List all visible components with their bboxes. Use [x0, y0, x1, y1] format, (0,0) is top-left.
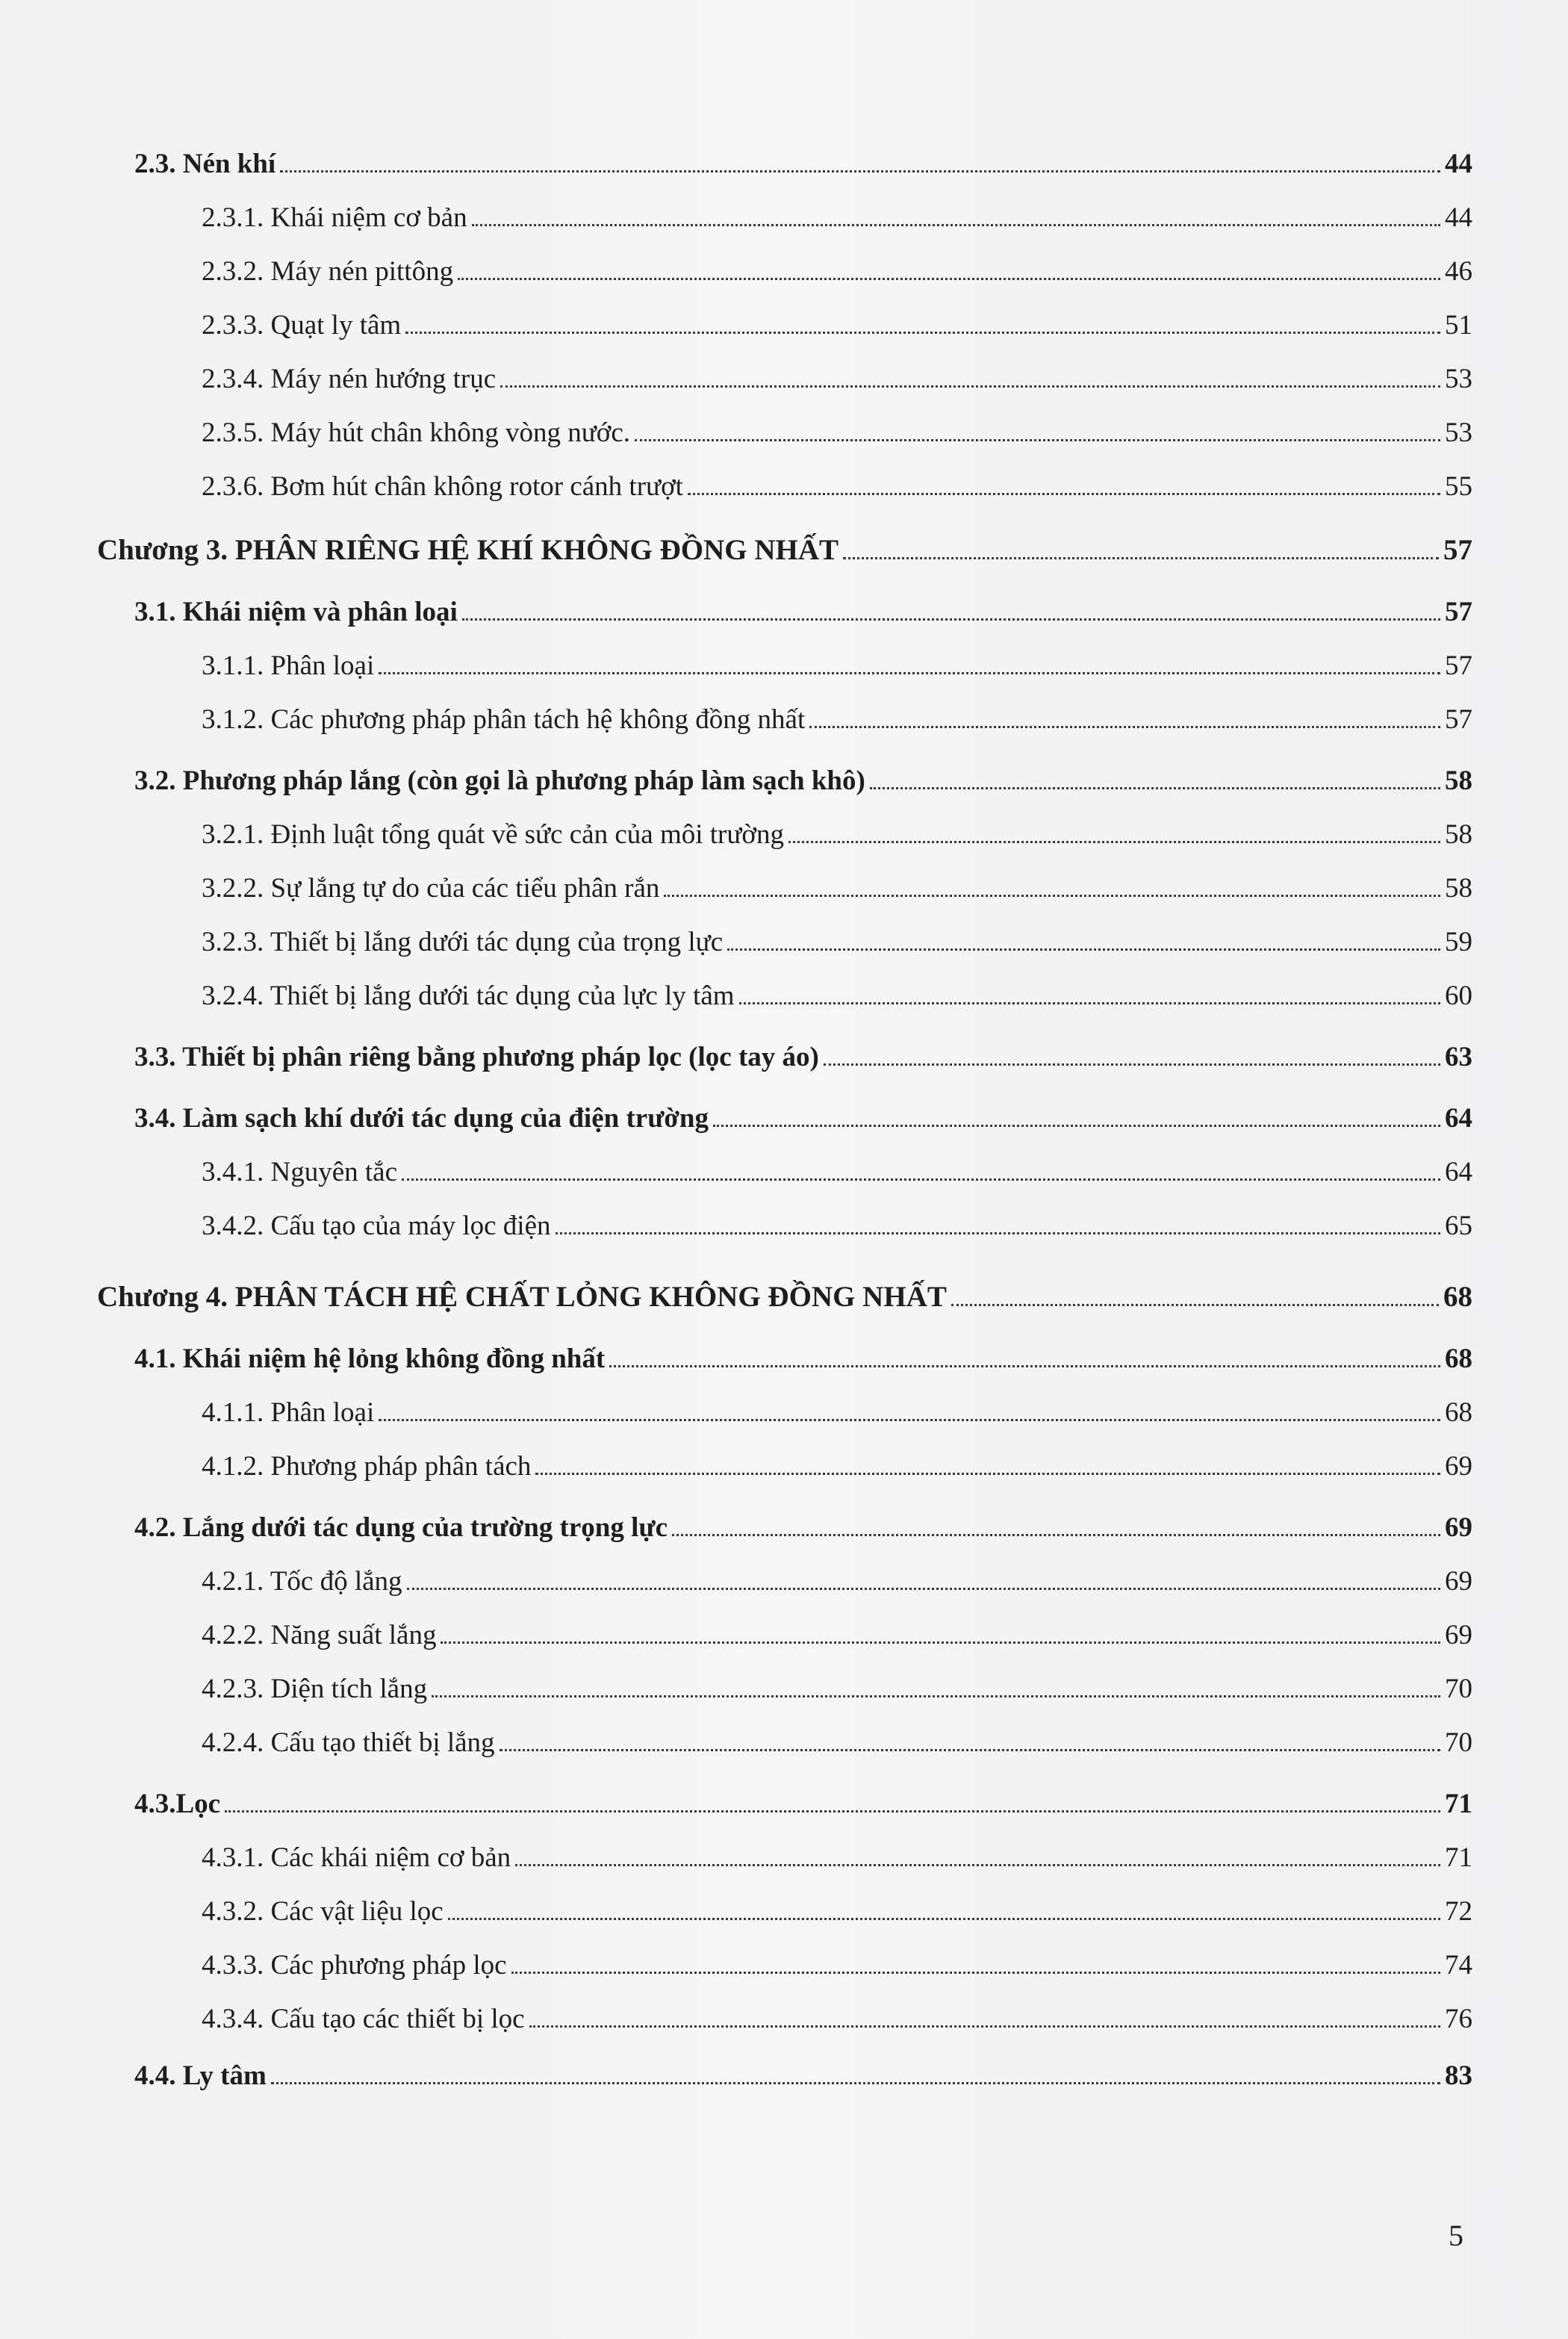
toc-entry-sub: [97, 1619, 1472, 1651]
dot-leader: [500, 1749, 1440, 1751]
toc-entry-page: 58: [1445, 765, 1472, 796]
toc-entry-title: 3.1.1. Phân loại: [202, 650, 375, 681]
toc-entry-title: 2.3.6. Bơm hút chân không rotor cánh trượt: [202, 471, 683, 502]
toc-entry-title: 3.1.2. Các phương pháp phân tách hệ không đồng nhất: [202, 704, 806, 735]
toc-entry-sub: [97, 650, 1472, 682]
toc-entry-chapter: [97, 1280, 1472, 1314]
toc-entry-chapter: [97, 533, 1472, 567]
toc-entry-title: 3.2.1. Định luật tổng quát về sức cản của môi trường: [202, 819, 784, 850]
toc-entry-sub: [97, 1949, 1472, 1981]
toc-entry-page: 44: [1445, 149, 1472, 179]
dot-leader: [448, 1918, 1440, 1920]
toc-entry-title: 4.3.4. Cấu tạo các thiết bị lọc: [202, 2004, 525, 2034]
dot-leader: [672, 1534, 1440, 1536]
toc-entry-title: 2.3.4. Máy nén hướng trục: [202, 364, 497, 394]
toc-entry-sub: [97, 819, 1472, 851]
toc-entry-title: 2.3. Nén khí: [134, 149, 276, 179]
toc-entry-title: 3.4. Làm sạch khí dưới tác dụng của điện trường: [134, 1103, 709, 1134]
toc-entry-page: 53: [1445, 417, 1472, 448]
toc-entry-sub: [97, 202, 1472, 234]
toc-entry-section: [97, 1512, 1472, 1544]
dot-leader: [535, 1473, 1440, 1475]
toc-entry-title: 2.3.3. Quạt ly tâm: [202, 310, 402, 341]
dot-leader: [280, 170, 1440, 173]
toc-entry-section: [97, 1102, 1472, 1134]
toc-entry-page: 69: [1445, 1566, 1472, 1597]
toc-entry-title: 4.3.Lọc: [134, 1789, 221, 1819]
toc-entry-page: 60: [1445, 981, 1472, 1011]
dot-leader: [688, 493, 1440, 495]
toc-entry-title: 3.2.2. Sự lắng tự do của các tiểu phân rắn: [202, 873, 660, 904]
dot-leader: [432, 1695, 1440, 1697]
dot-leader: [441, 1641, 1440, 1644]
toc-entry-title: 3.2.4. Thiết bị lắng dưới tác dụng của lực ly tâm: [202, 981, 735, 1011]
toc-entry-title: 4.2.1. Tốc độ lắng: [202, 1566, 402, 1597]
toc-entry-title: 3.4.2. Cấu tạo của máy lọc điện: [202, 1211, 551, 1241]
dot-leader: [739, 1002, 1440, 1004]
toc-entry-page: 64: [1445, 1103, 1472, 1134]
toc-entry-page: 63: [1445, 1042, 1472, 1072]
toc-entry-sub: [97, 309, 1472, 341]
toc-entry-page: 69: [1445, 1620, 1472, 1650]
toc-entry-sub: [97, 1397, 1472, 1429]
dot-leader: [635, 439, 1440, 441]
dot-leader: [402, 1178, 1440, 1181]
toc-entry-sub: [97, 2003, 1472, 2035]
dot-leader: [609, 1365, 1440, 1367]
toc-entry-page: 58: [1445, 873, 1472, 904]
toc-entry-sub: [97, 1210, 1472, 1242]
toc-entry-sub: [97, 1565, 1472, 1597]
toc-entry-title: 3.2. Phương pháp lắng (còn gọi là phương pháp làm sạch khô): [134, 765, 865, 796]
dot-leader: [405, 332, 1440, 334]
toc-entry-page: 51: [1445, 310, 1472, 341]
toc-entry-section: [97, 1343, 1472, 1375]
toc-entry-page: 72: [1445, 1896, 1472, 1927]
dot-leader: [951, 1304, 1439, 1306]
toc-entry-page: 70: [1445, 1674, 1472, 1704]
dot-leader: [556, 1232, 1440, 1234]
toc-entry-page: 64: [1445, 1157, 1472, 1187]
toc-entry-page: 44: [1445, 202, 1472, 233]
toc-entry-title: Chương 3. PHÂN RIÊNG HỆ KHÍ KHÔNG ĐỒNG NHẤT: [97, 534, 839, 566]
dot-leader: [271, 2082, 1440, 2084]
toc-entry-page: 57: [1445, 704, 1472, 735]
toc-entry-section: [97, 596, 1472, 628]
toc-entry-sub: [97, 926, 1472, 958]
dot-leader: [664, 895, 1440, 897]
toc-entry-sub: [97, 1156, 1472, 1188]
dot-leader: [458, 278, 1440, 280]
toc-entry-section: [97, 148, 1472, 180]
toc-entry-sub: [97, 1450, 1472, 1482]
toc-entry-page: 57: [1445, 650, 1472, 681]
toc-entry-title: 4.3.2. Các vật liệu lọc: [202, 1896, 444, 1927]
dot-leader: [824, 1063, 1440, 1066]
dot-leader: [843, 557, 1439, 559]
toc-entry-page: 57: [1445, 597, 1472, 627]
toc-entry-sub: [97, 872, 1472, 904]
dot-leader: [529, 2025, 1440, 2028]
toc-entry-sub: [97, 703, 1472, 736]
toc-entry-title: 4.1. Khái niệm hệ lỏng không đồng nhất: [134, 1344, 606, 1374]
toc-entry-page: 71: [1445, 1842, 1472, 1873]
toc-entry-title: 2.3.2. Máy nén pittông: [202, 256, 454, 287]
dot-leader: [379, 1419, 1440, 1421]
dot-leader: [225, 1810, 1440, 1813]
toc-entry-title: 4.3.1. Các khái niệm cơ bản: [202, 1842, 511, 1873]
dot-leader: [809, 726, 1440, 728]
toc-entry-title: 4.3.3. Các phương pháp lọc: [202, 1950, 507, 1981]
toc-entry-sub: [97, 1673, 1472, 1705]
toc-entry-title: 3.2.3. Thiết bị lắng dưới tác dụng của trọng lực: [202, 927, 724, 957]
toc-entry-title: 4.2. Lắng dưới tác dụng của trường trọng lực: [134, 1512, 668, 1543]
toc-entry-sub: [97, 1727, 1472, 1759]
dot-leader: [511, 1972, 1440, 1974]
toc-entry-page: 68: [1445, 1397, 1472, 1428]
toc-entry-title: 4.1.1. Phân loại: [202, 1397, 375, 1428]
toc-entry-section: [97, 2060, 1472, 2092]
toc-entry-sub: [97, 1842, 1472, 1874]
toc-entry-sub: [97, 980, 1472, 1012]
toc-entry-page: 58: [1445, 819, 1472, 850]
toc-entry-page: 65: [1445, 1211, 1472, 1241]
toc-entry-page: 83: [1445, 2060, 1472, 2091]
toc-entry-title: 4.4. Ly tâm: [134, 2060, 267, 2091]
toc-entry-page: 68: [1445, 1344, 1472, 1374]
dot-leader: [870, 787, 1440, 789]
toc-entry-page: 74: [1445, 1950, 1472, 1981]
toc-entry-page: 55: [1445, 471, 1472, 502]
dot-leader: [462, 618, 1440, 621]
toc-entry-title: 3.3. Thiết bị phân riêng bằng phương pháp lọc (lọc tay áo): [134, 1042, 819, 1072]
dot-leader: [515, 1864, 1440, 1866]
toc-entry-title: 2.3.1. Khái niệm cơ bản: [202, 202, 467, 233]
toc-entry-section: [97, 765, 1472, 797]
toc-entry-page: 57: [1443, 534, 1472, 566]
dot-leader: [472, 224, 1440, 226]
toc-entry-section: [97, 1041, 1472, 1073]
toc-entry-page: 46: [1445, 256, 1472, 287]
toc-entry-title: 2.3.5. Máy hút chân không vòng nước.: [202, 417, 630, 448]
dot-leader: [500, 385, 1440, 388]
toc-entry-page: 71: [1445, 1789, 1472, 1819]
dot-leader: [727, 948, 1440, 951]
dot-leader: [407, 1588, 1440, 1590]
toc-entry-title: 4.2.2. Năng suất lắng: [202, 1620, 437, 1650]
dot-leader: [788, 841, 1440, 843]
toc-entry-page: 69: [1445, 1512, 1472, 1543]
toc-entry-sub: [97, 255, 1472, 288]
toc-entry-sub: [97, 470, 1472, 503]
toc-entry-sub: [97, 417, 1472, 449]
toc-entry-page: 69: [1445, 1451, 1472, 1482]
toc-entry-title: 3.1. Khái niệm và phân loại: [134, 597, 458, 627]
toc-entry-title: 3.4.1. Nguyên tắc: [202, 1157, 398, 1187]
dot-leader: [713, 1125, 1440, 1127]
toc-entry-title: Chương 4. PHÂN TÁCH HỆ CHẤT LỎNG KHÔNG ĐỒNG NHẤT: [97, 1281, 947, 1313]
toc-entry-page: 68: [1443, 1281, 1472, 1313]
toc-entry-title: 4.2.3. Diện tích lắng: [202, 1674, 428, 1704]
dot-leader: [379, 672, 1440, 674]
page-number: 5: [1449, 2219, 1463, 2252]
toc-entry-page: 70: [1445, 1727, 1472, 1758]
toc-entry-title: 4.2.4. Cấu tạo thiết bị lắng: [202, 1727, 495, 1758]
toc-entry-sub: [97, 363, 1472, 395]
toc-entry-section: [97, 1788, 1472, 1820]
toc-entry-title: 4.1.2. Phương pháp phân tách: [202, 1451, 532, 1482]
toc-entry-page: 59: [1445, 927, 1472, 957]
toc-entry-page: 53: [1445, 364, 1472, 394]
toc-entry-page: 76: [1445, 2004, 1472, 2034]
toc-entry-sub: [97, 1895, 1472, 1928]
